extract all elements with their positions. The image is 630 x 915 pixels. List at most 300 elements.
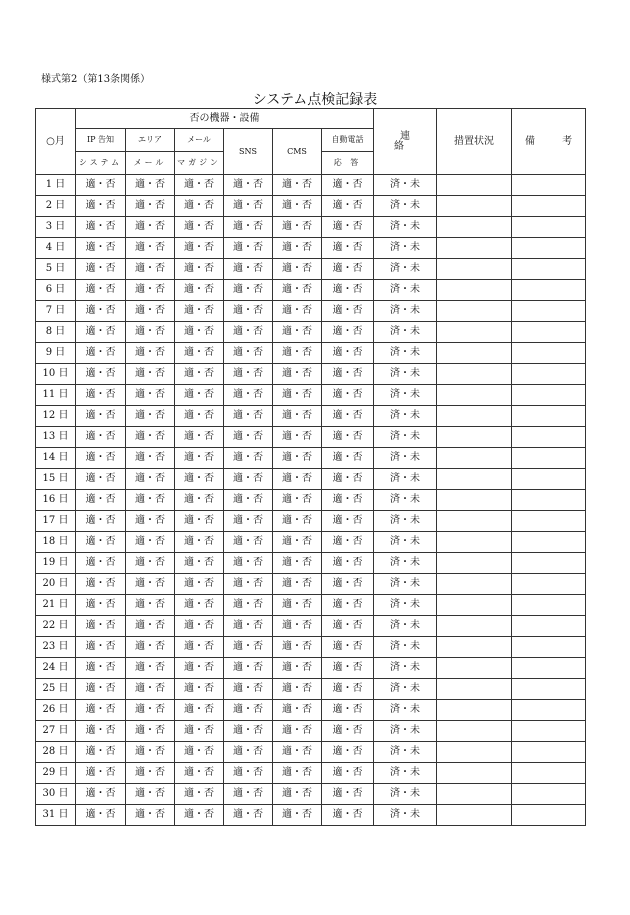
check-cell[interactable]: 適・否: [175, 574, 224, 595]
check-cell[interactable]: 適・否: [224, 553, 273, 574]
check-cell[interactable]: 適・否: [224, 805, 273, 826]
check-cell[interactable]: 適・否: [273, 700, 322, 721]
check-cell[interactable]: 適・否: [175, 553, 224, 574]
check-cell[interactable]: 適・否: [76, 742, 126, 763]
contact-cell[interactable]: 済・未: [374, 364, 437, 385]
check-cell[interactable]: 適・否: [175, 595, 224, 616]
check-cell[interactable]: 適・否: [76, 259, 126, 280]
day-label: 10 日: [36, 364, 76, 385]
device-header-mail-line1: メール: [175, 129, 224, 152]
contact-cell[interactable]: 済・未: [374, 448, 437, 469]
check-cell[interactable]: 適・否: [76, 490, 126, 511]
contact-cell[interactable]: 済・未: [374, 532, 437, 553]
check-cell[interactable]: 適・否: [76, 238, 126, 259]
check-cell[interactable]: 適・否: [175, 280, 224, 301]
check-cell[interactable]: 適・否: [126, 511, 175, 532]
check-cell[interactable]: 適・否: [224, 217, 273, 238]
check-cell[interactable]: 適・否: [175, 469, 224, 490]
check-cell[interactable]: 適・否: [76, 322, 126, 343]
check-cell[interactable]: 適・否: [175, 700, 224, 721]
check-cell[interactable]: 適・否: [273, 511, 322, 532]
check-cell[interactable]: 適・否: [224, 574, 273, 595]
measures-cell[interactable]: [437, 448, 512, 469]
remarks-cell[interactable]: [512, 616, 586, 637]
check-cell[interactable]: 適・否: [273, 763, 322, 784]
check-cell[interactable]: 適・否: [126, 322, 175, 343]
measures-cell[interactable]: [437, 469, 512, 490]
check-cell[interactable]: 適・否: [224, 448, 273, 469]
contact-cell[interactable]: 済・未: [374, 658, 437, 679]
measures-cell[interactable]: [437, 175, 512, 196]
check-cell[interactable]: 適・否: [273, 301, 322, 322]
check-cell[interactable]: 適・否: [175, 385, 224, 406]
check-cell[interactable]: 適・否: [224, 322, 273, 343]
check-cell[interactable]: 適・否: [175, 196, 224, 217]
contact-cell[interactable]: 済・未: [374, 553, 437, 574]
check-cell[interactable]: 適・否: [126, 742, 175, 763]
measures-cell[interactable]: [437, 196, 512, 217]
check-cell[interactable]: 適・否: [273, 385, 322, 406]
check-cell[interactable]: 適・否: [273, 217, 322, 238]
check-cell[interactable]: 適・否: [126, 196, 175, 217]
remarks-cell[interactable]: [512, 385, 586, 406]
check-cell[interactable]: 適・否: [322, 469, 374, 490]
contact-cell[interactable]: 済・未: [374, 217, 437, 238]
measures-cell[interactable]: [437, 343, 512, 364]
measures-cell[interactable]: [437, 616, 512, 637]
device-header-ip-line2: システム: [76, 152, 126, 175]
check-cell[interactable]: 適・否: [76, 574, 126, 595]
table-row: [36, 217, 586, 238]
check-cell[interactable]: 適・否: [126, 490, 175, 511]
remarks-cell[interactable]: [512, 700, 586, 721]
measures-cell[interactable]: [437, 679, 512, 700]
check-cell[interactable]: 適・否: [126, 301, 175, 322]
check-cell[interactable]: 適・否: [76, 700, 126, 721]
check-cell[interactable]: 適・否: [322, 616, 374, 637]
check-cell[interactable]: 適・否: [273, 406, 322, 427]
check-cell[interactable]: 適・否: [126, 700, 175, 721]
check-cell[interactable]: 適・否: [273, 742, 322, 763]
remarks-cell[interactable]: [512, 469, 586, 490]
contact-cell[interactable]: 済・未: [374, 385, 437, 406]
measures-cell[interactable]: [437, 574, 512, 595]
measures-cell[interactable]: [437, 532, 512, 553]
contact-cell[interactable]: 済・未: [374, 700, 437, 721]
check-cell[interactable]: 適・否: [273, 238, 322, 259]
check-cell[interactable]: 適・否: [224, 784, 273, 805]
table-row: [36, 511, 586, 532]
remarks-cell[interactable]: [512, 763, 586, 784]
check-cell[interactable]: 適・否: [322, 175, 374, 196]
check-cell[interactable]: 適・否: [76, 343, 126, 364]
check-cell[interactable]: 適・否: [76, 679, 126, 700]
check-cell[interactable]: 適・否: [76, 301, 126, 322]
check-cell[interactable]: 適・否: [76, 763, 126, 784]
check-cell[interactable]: 適・否: [76, 805, 126, 826]
check-cell[interactable]: 適・否: [322, 805, 374, 826]
check-cell[interactable]: 適・否: [224, 301, 273, 322]
device-header-mail-line2: マガジン: [175, 152, 224, 175]
check-cell[interactable]: 適・否: [126, 280, 175, 301]
check-cell[interactable]: 適・否: [126, 553, 175, 574]
remarks-cell[interactable]: [512, 658, 586, 679]
check-cell[interactable]: 適・否: [322, 259, 374, 280]
measures-cell[interactable]: [437, 217, 512, 238]
check-cell[interactable]: 適・否: [175, 301, 224, 322]
day-label: 21 日: [36, 595, 76, 616]
check-cell[interactable]: 適・否: [175, 532, 224, 553]
day-label: 2 日: [36, 196, 76, 217]
check-cell[interactable]: 適・否: [76, 616, 126, 637]
measures-cell[interactable]: [437, 406, 512, 427]
check-cell[interactable]: 適・否: [322, 301, 374, 322]
remarks-cell[interactable]: [512, 364, 586, 385]
check-cell[interactable]: 適・否: [273, 343, 322, 364]
day-label: 4 日: [36, 238, 76, 259]
contact-cell[interactable]: 済・未: [374, 721, 437, 742]
check-cell[interactable]: 適・否: [126, 364, 175, 385]
day-label: 8 日: [36, 322, 76, 343]
check-cell[interactable]: 適・否: [273, 490, 322, 511]
check-cell[interactable]: 適・否: [175, 322, 224, 343]
check-cell[interactable]: 適・否: [273, 364, 322, 385]
check-cell[interactable]: 適・否: [322, 364, 374, 385]
check-cell[interactable]: 適・否: [224, 280, 273, 301]
check-cell[interactable]: 適・否: [175, 175, 224, 196]
remarks-cell[interactable]: [512, 490, 586, 511]
check-cell[interactable]: 適・否: [322, 343, 374, 364]
check-cell[interactable]: 適・否: [273, 280, 322, 301]
contact-cell[interactable]: 済・未: [374, 511, 437, 532]
measures-cell[interactable]: [437, 385, 512, 406]
check-cell[interactable]: 適・否: [273, 658, 322, 679]
remarks-cell[interactable]: [512, 217, 586, 238]
check-cell[interactable]: 適・否: [322, 679, 374, 700]
check-cell[interactable]: 適・否: [126, 448, 175, 469]
check-cell[interactable]: 適・否: [224, 511, 273, 532]
contact-cell[interactable]: 済・未: [374, 343, 437, 364]
check-cell[interactable]: 適・否: [126, 469, 175, 490]
check-cell[interactable]: 適・否: [76, 658, 126, 679]
check-cell[interactable]: 適・否: [126, 679, 175, 700]
check-cell[interactable]: 適・否: [76, 511, 126, 532]
check-cell[interactable]: 適・否: [273, 595, 322, 616]
check-cell[interactable]: 適・否: [273, 574, 322, 595]
check-cell[interactable]: 適・否: [175, 721, 224, 742]
check-cell[interactable]: 適・否: [224, 469, 273, 490]
remarks-cell[interactable]: [512, 280, 586, 301]
check-cell[interactable]: 適・否: [224, 679, 273, 700]
check-cell[interactable]: 適・否: [175, 742, 224, 763]
check-cell[interactable]: 適・否: [273, 259, 322, 280]
check-cell[interactable]: 適・否: [175, 637, 224, 658]
day-label: 28 日: [36, 742, 76, 763]
measures-cell[interactable]: [437, 784, 512, 805]
check-cell[interactable]: 適・否: [224, 595, 273, 616]
remarks-cell[interactable]: [512, 196, 586, 217]
contact-cell[interactable]: 済・未: [374, 427, 437, 448]
contact-cell[interactable]: 済・未: [374, 280, 437, 301]
check-cell[interactable]: 適・否: [322, 700, 374, 721]
contact-cell[interactable]: 済・未: [374, 301, 437, 322]
check-cell[interactable]: 適・否: [76, 553, 126, 574]
check-cell[interactable]: 適・否: [126, 532, 175, 553]
check-cell[interactable]: 適・否: [322, 385, 374, 406]
check-cell[interactable]: 適・否: [273, 805, 322, 826]
check-cell[interactable]: 適・否: [322, 448, 374, 469]
check-cell[interactable]: 適・否: [76, 196, 126, 217]
check-cell[interactable]: 適・否: [224, 616, 273, 637]
check-cell[interactable]: 適・否: [322, 490, 374, 511]
measures-cell[interactable]: [437, 301, 512, 322]
check-cell[interactable]: 適・否: [273, 469, 322, 490]
check-cell[interactable]: 適・否: [175, 406, 224, 427]
remarks-cell[interactable]: [512, 679, 586, 700]
measures-cell[interactable]: [437, 700, 512, 721]
contact-cell[interactable]: 済・未: [374, 490, 437, 511]
check-cell[interactable]: 適・否: [273, 532, 322, 553]
device-header-phone-line2: 応 答: [322, 152, 374, 175]
check-cell[interactable]: 適・否: [76, 721, 126, 742]
check-cell[interactable]: 適・否: [322, 196, 374, 217]
check-cell[interactable]: 適・否: [224, 532, 273, 553]
check-cell[interactable]: 適・否: [273, 196, 322, 217]
check-cell[interactable]: 適・否: [126, 721, 175, 742]
check-cell[interactable]: 適・否: [126, 574, 175, 595]
check-cell[interactable]: 適・否: [322, 574, 374, 595]
check-cell[interactable]: 適・否: [322, 742, 374, 763]
check-cell[interactable]: 適・否: [126, 175, 175, 196]
check-cell[interactable]: 適・否: [175, 805, 224, 826]
remarks-cell[interactable]: [512, 322, 586, 343]
measures-cell[interactable]: [437, 805, 512, 826]
contact-cell[interactable]: 済・未: [374, 742, 437, 763]
remarks-cell[interactable]: [512, 448, 586, 469]
check-cell[interactable]: 適・否: [76, 217, 126, 238]
measures-cell[interactable]: [437, 721, 512, 742]
check-cell[interactable]: 適・否: [76, 175, 126, 196]
check-cell[interactable]: 適・否: [76, 469, 126, 490]
check-cell[interactable]: 適・否: [224, 364, 273, 385]
day-label: 31 日: [36, 805, 76, 826]
header-row-group: [36, 109, 586, 129]
check-cell[interactable]: 適・否: [175, 784, 224, 805]
check-cell[interactable]: 適・否: [76, 532, 126, 553]
contact-cell[interactable]: 済・未: [374, 574, 437, 595]
check-cell[interactable]: 適・否: [76, 448, 126, 469]
contact-cell[interactable]: 済・未: [374, 616, 437, 637]
remarks-cell[interactable]: [512, 637, 586, 658]
measures-cell[interactable]: [437, 490, 512, 511]
measures-cell[interactable]: [437, 364, 512, 385]
check-cell[interactable]: 適・否: [273, 427, 322, 448]
check-cell[interactable]: 適・否: [126, 217, 175, 238]
check-cell[interactable]: 適・否: [224, 742, 273, 763]
contact-cell[interactable]: 済・未: [374, 637, 437, 658]
day-label: 9 日: [36, 343, 76, 364]
check-cell[interactable]: 適・否: [76, 595, 126, 616]
contact-cell[interactable]: 済・未: [374, 784, 437, 805]
measures-cell[interactable]: [437, 763, 512, 784]
measures-cell[interactable]: [437, 553, 512, 574]
check-cell[interactable]: 適・否: [126, 238, 175, 259]
check-cell[interactable]: 適・否: [224, 721, 273, 742]
check-cell[interactable]: 適・否: [322, 595, 374, 616]
check-cell[interactable]: 適・否: [175, 448, 224, 469]
check-cell[interactable]: 適・否: [126, 259, 175, 280]
check-cell[interactable]: 適・否: [224, 658, 273, 679]
check-cell[interactable]: 適・否: [273, 448, 322, 469]
check-cell[interactable]: 適・否: [175, 217, 224, 238]
check-cell[interactable]: 適・否: [175, 511, 224, 532]
check-cell[interactable]: 適・否: [273, 637, 322, 658]
check-cell[interactable]: 適・否: [126, 595, 175, 616]
check-cell[interactable]: 適・否: [322, 322, 374, 343]
check-cell[interactable]: 適・否: [322, 763, 374, 784]
remarks-cell[interactable]: [512, 259, 586, 280]
contact-cell[interactable]: 済・未: [374, 763, 437, 784]
measures-cell[interactable]: [437, 637, 512, 658]
remarks-header-label: 備 考: [524, 135, 585, 147]
check-cell[interactable]: 適・否: [126, 427, 175, 448]
check-cell[interactable]: 適・否: [76, 385, 126, 406]
contact-cell[interactable]: 済・未: [374, 175, 437, 196]
check-cell[interactable]: 適・否: [322, 637, 374, 658]
check-cell[interactable]: 適・否: [126, 805, 175, 826]
check-cell[interactable]: 適・否: [76, 784, 126, 805]
remarks-cell[interactable]: [512, 784, 586, 805]
check-cell[interactable]: 適・否: [273, 322, 322, 343]
measures-cell[interactable]: [437, 742, 512, 763]
contact-cell[interactable]: 済・未: [374, 196, 437, 217]
check-cell[interactable]: 適・否: [175, 259, 224, 280]
check-cell[interactable]: 適・否: [273, 721, 322, 742]
remarks-cell[interactable]: [512, 238, 586, 259]
contact-header-label: 連 絡: [394, 130, 423, 152]
table-row: [36, 805, 586, 826]
remarks-cell[interactable]: [512, 721, 586, 742]
check-cell[interactable]: 適・否: [322, 217, 374, 238]
check-cell[interactable]: 適・否: [273, 175, 322, 196]
check-cell[interactable]: 適・否: [126, 616, 175, 637]
contact-cell[interactable]: 済・未: [374, 259, 437, 280]
check-cell[interactable]: 適・否: [175, 679, 224, 700]
check-cell[interactable]: 適・否: [224, 490, 273, 511]
contact-cell[interactable]: 済・未: [374, 595, 437, 616]
check-cell[interactable]: 適・否: [322, 427, 374, 448]
check-cell[interactable]: 適・否: [76, 427, 126, 448]
remarks-cell[interactable]: [512, 742, 586, 763]
remarks-cell[interactable]: [512, 175, 586, 196]
measures-cell[interactable]: [437, 595, 512, 616]
check-cell[interactable]: 適・否: [224, 259, 273, 280]
check-cell[interactable]: 適・否: [126, 637, 175, 658]
check-cell[interactable]: 適・否: [126, 658, 175, 679]
check-cell[interactable]: 適・否: [126, 385, 175, 406]
check-cell[interactable]: 適・否: [126, 763, 175, 784]
measures-cell[interactable]: [437, 322, 512, 343]
check-cell[interactable]: 適・否: [175, 763, 224, 784]
contact-cell[interactable]: 済・未: [374, 238, 437, 259]
remarks-cell[interactable]: [512, 532, 586, 553]
check-cell[interactable]: 適・否: [322, 721, 374, 742]
check-cell[interactable]: 適・否: [322, 532, 374, 553]
check-cell[interactable]: 適・否: [322, 511, 374, 532]
check-cell[interactable]: 適・否: [175, 364, 224, 385]
check-cell[interactable]: 適・否: [76, 637, 126, 658]
remarks-cell[interactable]: [512, 574, 586, 595]
check-cell[interactable]: 適・否: [322, 406, 374, 427]
measures-cell[interactable]: [437, 280, 512, 301]
table-row: [36, 343, 586, 364]
contact-cell[interactable]: 済・未: [374, 679, 437, 700]
contact-cell[interactable]: 済・未: [374, 805, 437, 826]
remarks-cell[interactable]: [512, 343, 586, 364]
remarks-cell[interactable]: [512, 427, 586, 448]
check-cell[interactable]: 適・否: [273, 616, 322, 637]
check-cell[interactable]: 適・否: [175, 616, 224, 637]
measures-cell[interactable]: [437, 511, 512, 532]
check-cell[interactable]: 適・否: [273, 679, 322, 700]
contact-cell[interactable]: 済・未: [374, 469, 437, 490]
check-cell[interactable]: 適・否: [224, 406, 273, 427]
check-cell[interactable]: 適・否: [273, 553, 322, 574]
remarks-cell[interactable]: [512, 511, 586, 532]
check-cell[interactable]: 適・否: [224, 700, 273, 721]
check-cell[interactable]: 適・否: [126, 784, 175, 805]
check-cell[interactable]: 適・否: [175, 343, 224, 364]
check-cell[interactable]: 適・否: [126, 343, 175, 364]
check-cell[interactable]: 適・否: [175, 238, 224, 259]
measures-cell[interactable]: [437, 658, 512, 679]
remarks-cell[interactable]: [512, 553, 586, 574]
check-cell[interactable]: 適・否: [175, 427, 224, 448]
contact-cell[interactable]: 済・未: [374, 406, 437, 427]
check-cell[interactable]: 適・否: [224, 238, 273, 259]
check-cell[interactable]: 適・否: [322, 280, 374, 301]
check-cell[interactable]: 適・否: [322, 658, 374, 679]
table-row: [36, 301, 586, 322]
check-cell[interactable]: 適・否: [224, 763, 273, 784]
contact-header: [374, 109, 437, 175]
check-cell[interactable]: 適・否: [273, 784, 322, 805]
check-cell[interactable]: 適・否: [224, 637, 273, 658]
check-cell[interactable]: 適・否: [76, 280, 126, 301]
remarks-cell[interactable]: [512, 805, 586, 826]
check-cell[interactable]: 適・否: [224, 385, 273, 406]
check-cell[interactable]: 適・否: [322, 553, 374, 574]
check-cell[interactable]: 適・否: [175, 658, 224, 679]
measures-cell[interactable]: [437, 259, 512, 280]
measures-cell[interactable]: [437, 238, 512, 259]
check-cell[interactable]: 適・否: [224, 343, 273, 364]
measures-cell[interactable]: [437, 427, 512, 448]
check-cell[interactable]: 適・否: [322, 784, 374, 805]
contact-cell[interactable]: 済・未: [374, 322, 437, 343]
remarks-cell[interactable]: [512, 406, 586, 427]
check-cell[interactable]: 適・否: [126, 406, 175, 427]
remarks-cell[interactable]: [512, 595, 586, 616]
check-cell[interactable]: 適・否: [76, 364, 126, 385]
check-cell[interactable]: 適・否: [322, 238, 374, 259]
check-cell[interactable]: 適・否: [175, 490, 224, 511]
check-cell[interactable]: 適・否: [224, 175, 273, 196]
check-cell[interactable]: 適・否: [224, 427, 273, 448]
check-cell[interactable]: 適・否: [224, 196, 273, 217]
remarks-cell[interactable]: [512, 301, 586, 322]
check-cell[interactable]: 適・否: [76, 406, 126, 427]
